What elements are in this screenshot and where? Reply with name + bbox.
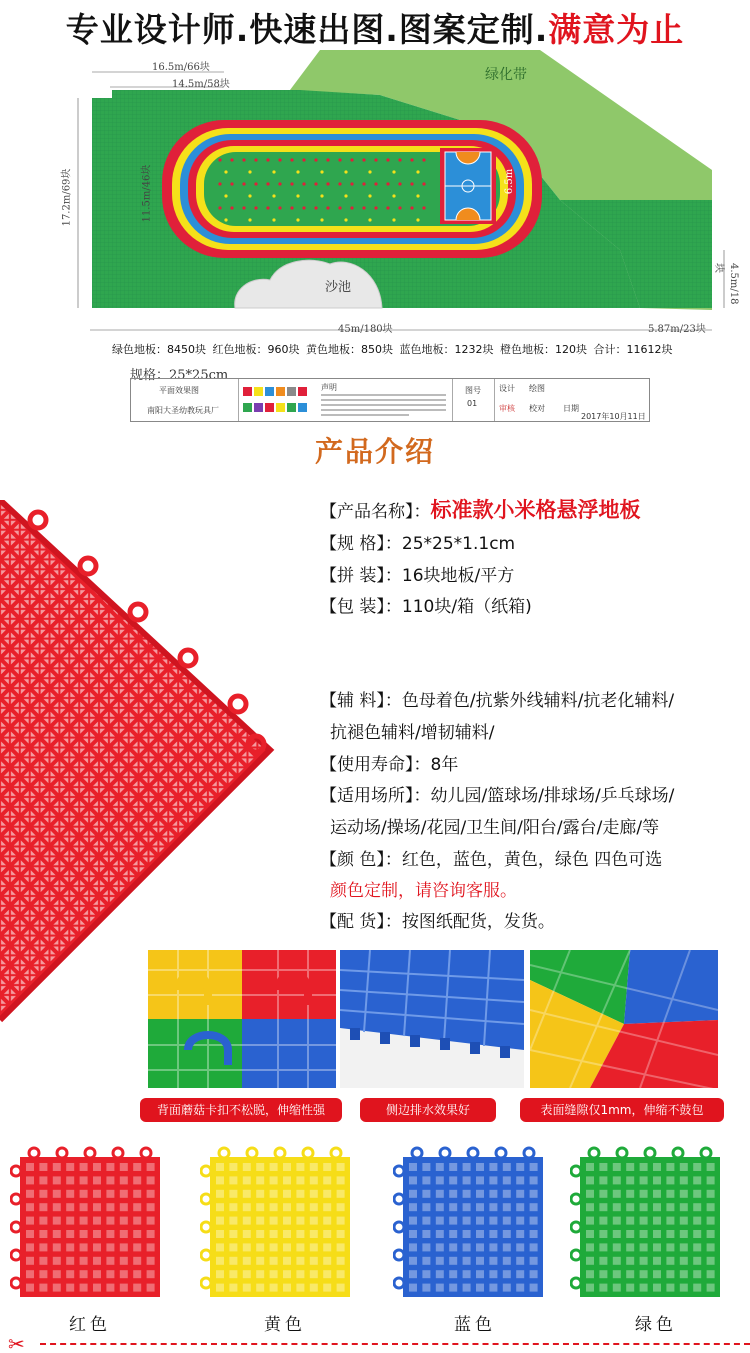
spec-label: 【拼 装】：	[320, 566, 402, 586]
spec-label: 【产品名称】：	[320, 502, 431, 522]
spec-value: 红色，蓝色，黄色，绿色 四色可选	[401, 850, 663, 870]
green-belt-label: 绿化带	[485, 67, 527, 83]
dim-bottom-right: 5.87m/23块	[648, 324, 706, 335]
tile-label-red: 红色	[69, 1315, 111, 1335]
dim-court: 6.5m	[504, 168, 516, 195]
feature-caption-clips: 背面蘑菇卡扣不松脱，伸缩性强	[140, 1098, 342, 1122]
company-name: 南阳大圣幼教玩具厂	[147, 406, 219, 415]
dim-left: 17.2m/69块	[61, 168, 73, 227]
tile-red-graphic	[10, 1145, 170, 1305]
spec-row-additives	[320, 686, 674, 711]
spec-label: 【包 装】：	[320, 597, 402, 617]
spec-label: 【规 格】：	[320, 534, 402, 554]
color-swatch	[298, 403, 307, 412]
basketball-court	[440, 148, 496, 224]
color-swatch	[276, 387, 285, 396]
spec-row-name	[320, 494, 641, 524]
spec-label: 【辅 料】：	[320, 691, 402, 711]
feature-photo-gap	[530, 950, 718, 1088]
tile-yellow-graphic	[200, 1145, 360, 1305]
headline-red: 满意为止	[548, 10, 685, 49]
review-label: 审核	[499, 404, 515, 413]
spec-row-additives-cont	[330, 718, 494, 743]
spec-label: 【颜 色】：	[320, 850, 402, 870]
spec-value: 按图纸配货，发货。	[401, 912, 555, 932]
drawing-date: 2017年10月11日	[581, 412, 646, 421]
color-swatch-svg	[241, 383, 313, 419]
spec-value: 8年	[430, 755, 459, 775]
spec-row-custom-color	[330, 876, 517, 901]
color-swatch	[287, 387, 296, 396]
sandpit-label: 沙池	[325, 280, 352, 295]
spec-value: 抗褪色辅料/增韧辅料/	[330, 723, 495, 743]
spec-label: 【配 货】：	[320, 912, 402, 932]
headline-black: 专业设计师.快速出图.图案定制.	[65, 10, 549, 49]
spec-row-assembly	[320, 561, 514, 586]
color-swatch	[265, 403, 274, 412]
headline	[0, 4, 750, 51]
tile-label-green: 绿色	[635, 1315, 677, 1335]
color-swatch	[298, 387, 307, 396]
dim-right: 4.5m/18块	[713, 263, 739, 305]
color-swatch	[287, 403, 296, 412]
spec-value: 25*25*1.1cm	[401, 534, 516, 554]
tile-green-graphic	[570, 1145, 730, 1305]
dim-top-1: 16.5m/66块	[152, 62, 210, 73]
spec-row-shipping	[320, 907, 555, 932]
tile-swatch-yellow	[200, 1145, 360, 1305]
tile-count-legend: 绿色地板：8450块 红色地板：960块 黄色地板：850块 蓝色地板：1232块 橙色地板：120块 合计：11612块	[112, 343, 673, 356]
dim-bottom: 45m/180块	[338, 324, 393, 335]
spec-row-packaging	[320, 592, 532, 617]
spec-row-venues-cont	[330, 813, 659, 838]
check-label: 校对	[529, 404, 545, 413]
spec-value: 色母着色/抗紫外线辅料/抗老化辅料/	[401, 691, 675, 711]
spec-size-label: 规格：25*25cm	[130, 368, 229, 383]
site-plan-drawing	[0, 50, 750, 350]
note-text-lines	[321, 391, 446, 416]
site-plan	[0, 50, 750, 350]
tile-label-blue: 蓝色	[454, 1315, 496, 1335]
spec-row-venues	[320, 781, 674, 806]
drainage-graphic	[340, 950, 524, 1088]
feature-photo-drainage	[340, 950, 524, 1088]
title-block	[130, 378, 650, 422]
spec-row-colors	[320, 845, 662, 870]
feature-photo-clips	[148, 950, 336, 1088]
spec-row-size	[320, 529, 515, 554]
design-label: 设计	[499, 384, 515, 393]
draw-label: 绘图	[529, 384, 545, 393]
drawing-no: 01	[467, 399, 478, 408]
dim-inner-left: 11.5m/46块	[141, 164, 153, 223]
note-title: 声明	[321, 383, 337, 392]
spec-value: 标准款小米格悬浮地板	[430, 498, 641, 522]
tile-swatch-blue	[393, 1145, 553, 1305]
dim-top-2: 14.5m/58块	[172, 79, 230, 90]
gap-graphic	[530, 950, 718, 1088]
tile-label-yellow: 黄色	[264, 1315, 306, 1335]
color-swatch	[265, 387, 274, 396]
drawing-no-label: 图号	[465, 386, 481, 395]
title-block-label: 平面效果图	[159, 386, 199, 395]
spec-label: 【使用寿命】：	[320, 755, 431, 775]
color-swatch	[254, 387, 263, 396]
color-swatch	[276, 403, 285, 412]
color-swatch-grid	[241, 383, 313, 419]
date-label: 日期	[563, 404, 579, 413]
section-title: 产品介绍	[314, 435, 435, 468]
feature-caption-gap: 表面缝隙仅1mm，伸缩不鼓包	[520, 1098, 724, 1122]
spec-row-lifespan	[320, 750, 458, 775]
clips-graphic	[148, 950, 336, 1088]
spec-value: 运动场/操场/花园/卫生间/阳台/露台/走廊/等	[330, 818, 660, 838]
scissors-icon: ✂	[8, 1332, 25, 1353]
color-swatch	[243, 387, 252, 396]
color-swatch	[254, 403, 263, 412]
spec-value: 110块/箱（纸箱)	[401, 597, 532, 617]
spec-label: 【适用场所】：	[320, 786, 431, 806]
spec-value: 16块地板/平方	[401, 566, 515, 586]
cut-line-divider	[40, 1343, 750, 1345]
spec-value: 颜色定制，请咨询客服。	[330, 881, 517, 901]
color-swatch	[243, 403, 252, 412]
tile-blue-graphic	[393, 1145, 553, 1305]
spec-value: 幼儿园/篮球场/排球场/乒乓球场/	[430, 786, 675, 806]
tile-swatch-red	[10, 1145, 170, 1305]
tile-swatch-green	[570, 1145, 730, 1305]
feature-caption-drainage: 侧边排水效果好	[360, 1098, 496, 1122]
